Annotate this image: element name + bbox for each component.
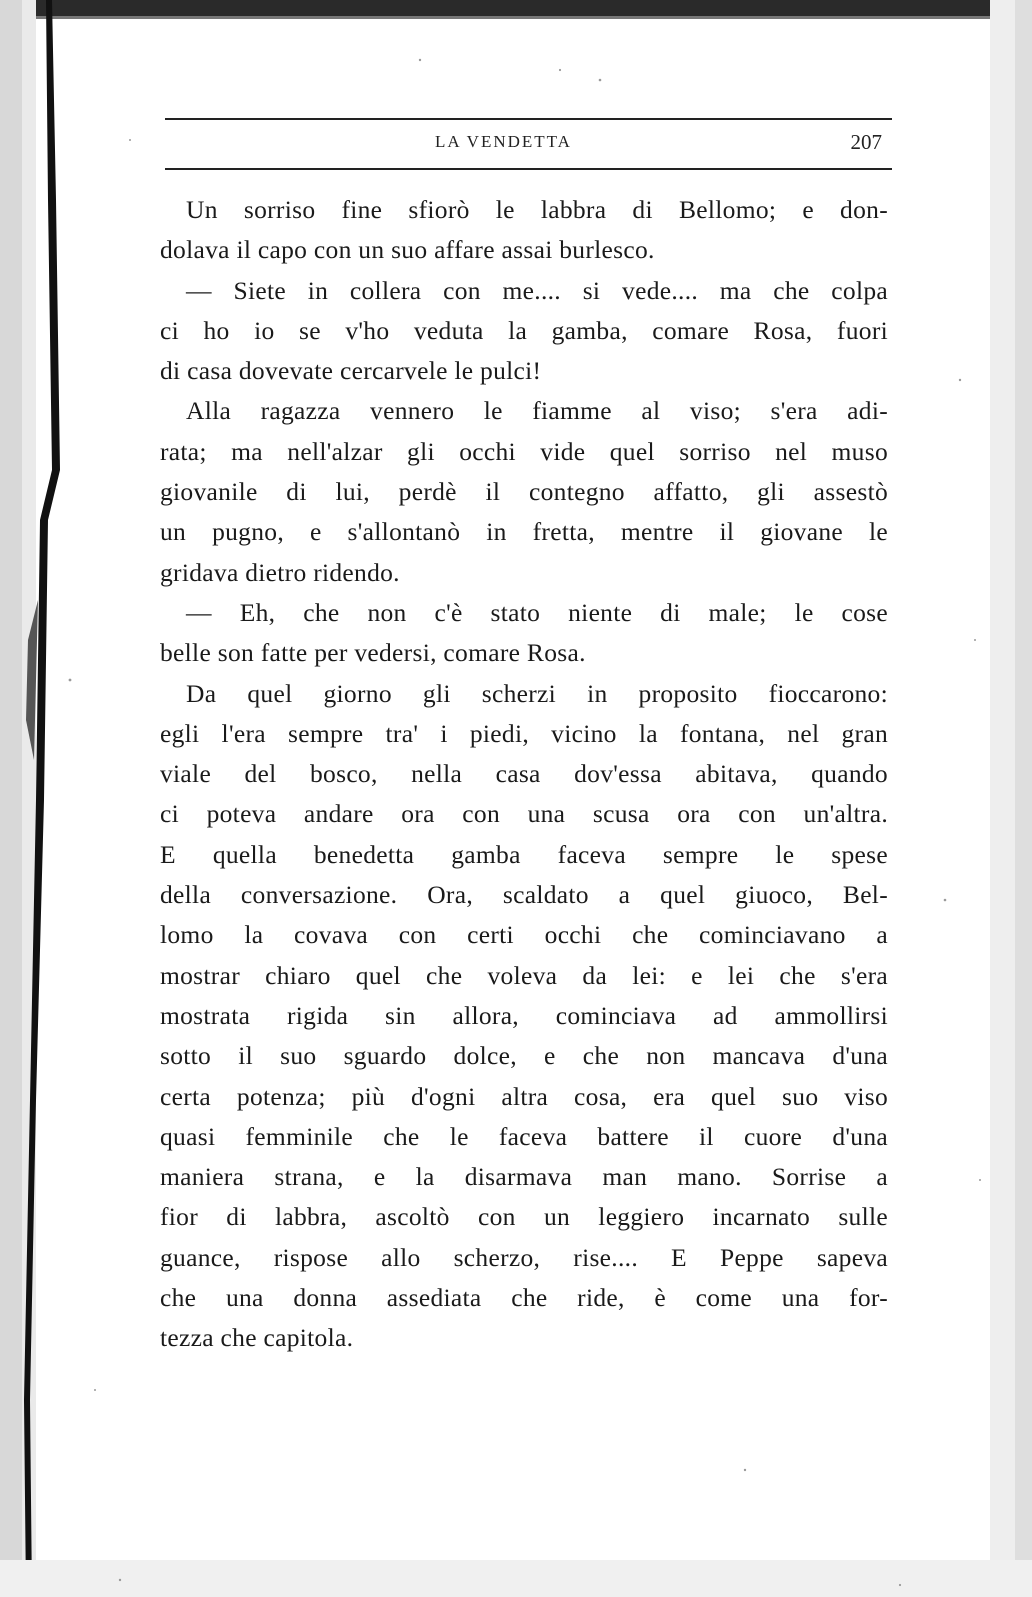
text-line: belle son fatte per vedersi, comare Rosa.: [160, 638, 586, 668]
text-line: che una donna assediata che ride, è come una for-: [160, 1283, 888, 1313]
text-line: rata; ma nell'alzar gli occhi vide quel sorriso nel muso: [160, 436, 888, 466]
text-line: quasi femminile che le faceva battere il cuore d'una: [160, 1121, 888, 1151]
text-line: Alla ragazza vennero le fiamme al viso; s'era adi-: [186, 396, 888, 426]
text-line: Un sorriso fine sfiorò le labbra di Bellomo; e don-: [186, 195, 888, 224]
text-line: ci ho io se v'ho veduta la gamba, comare Rosa, fuori: [160, 315, 888, 345]
header-rule-bottom: [165, 168, 892, 170]
text-line: fior di labbra, ascoltò con un leggiero incarnato sulle: [160, 1202, 888, 1232]
text-line: mostrar chiaro quel che voleva da lei: e lei che s'era: [160, 960, 888, 990]
text-line: certa potenza; più d'ogni altra cosa, era quel suo viso: [160, 1081, 888, 1111]
text-line: ci poteva andare ora con una scusa ora con un'altra.: [160, 799, 888, 829]
running-title: LA VENDETTA: [435, 132, 572, 151]
text-line: — Siete in collera con me.... si vede.... ma che colpa: [186, 275, 888, 305]
running-head: [165, 118, 892, 174]
text-line: guance, rispose allo scherzo, rise.... E Peppe sapeva: [160, 1242, 888, 1272]
text-line: un pugno, e s'allontanò in fretta, mentre il giovane le: [160, 517, 888, 547]
text-line: giovanile di lui, perdè il contegno affatto, gli assestò: [160, 477, 888, 507]
text-line: tezza che capitola.: [160, 1323, 354, 1353]
page-number: 207: [850, 130, 882, 154]
text-line: di casa dovevate cercarvele le pulci!: [160, 356, 542, 386]
text-line: E quella benedetta gamba faceva sempre le spese: [160, 839, 888, 869]
text-line: Da quel giorno gli scherzi in proposito fioccarono:: [186, 678, 888, 708]
text-line: maniera strana, e la disarmava man mano. Sorrise a: [160, 1162, 888, 1192]
text-line: mostrata rigida sin allora, cominciava ad ammollirsi: [160, 1000, 888, 1030]
header-rule-top: [165, 118, 892, 120]
text-line: — Eh, che non c'è stato niente di male; le cose: [186, 597, 888, 627]
body-text: [160, 190, 888, 1359]
text-line: dolava il capo con un suo affare assai burlesco.: [160, 235, 655, 265]
text-line: della conversazione. Ora, scaldato a quel giuoco, Bel-: [160, 880, 888, 910]
text-line: egli l'era sempre tra' i piedi, vicino la fontana, nel gran: [160, 718, 888, 748]
text-line: lomo la covava con certi occhi che cominciavano a: [160, 920, 888, 950]
text-line: viale del bosco, nella casa dov'essa abitava, quando: [160, 759, 888, 789]
text-line: sotto il suo sguardo dolce, e che non mancava d'una: [160, 1041, 888, 1071]
text-line: gridava dietro ridendo.: [160, 557, 400, 587]
